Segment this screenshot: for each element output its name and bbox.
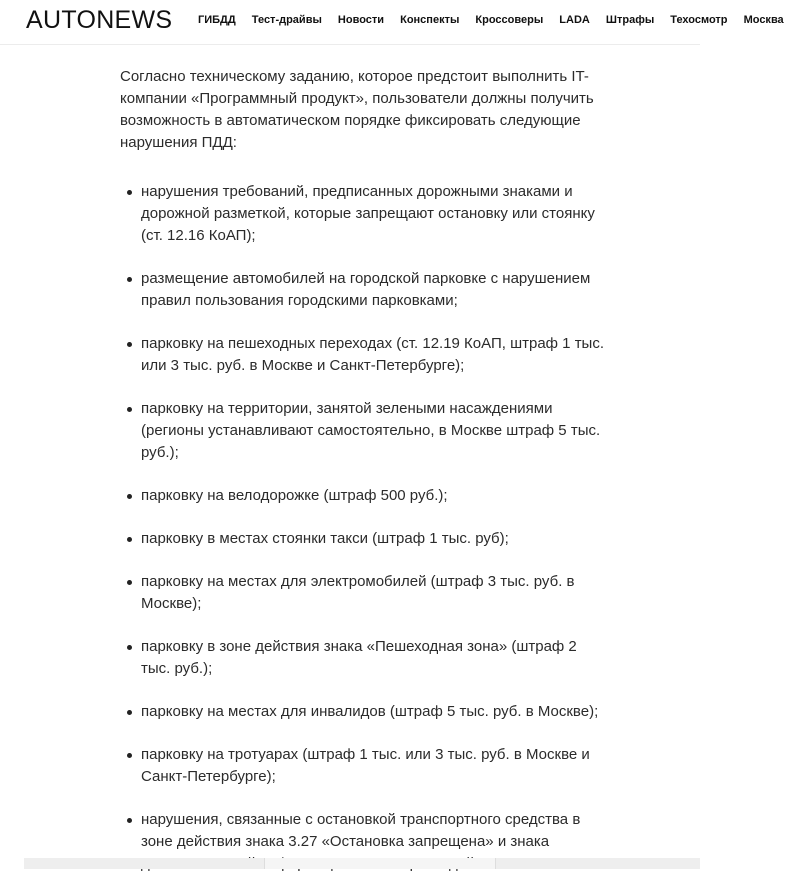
list-item: парковку в зоне действия знака «Пешеходная зона» (штраф 2 тыс. руб.); bbox=[120, 636, 610, 680]
nav-item-inspection[interactable]: Техосмотр bbox=[670, 14, 728, 26]
nav-item-news[interactable]: Новости bbox=[337, 14, 385, 26]
nav-item-crossovers[interactable]: Кроссоверы bbox=[475, 14, 544, 26]
bottom-strip-inner bbox=[264, 858, 496, 869]
article-body bbox=[120, 66, 610, 896]
nav-item-moscow[interactable]: Москва bbox=[743, 14, 784, 26]
list-item: парковку на местах для электромобилей (штраф 3 тыс. руб. в Москве); bbox=[120, 571, 610, 615]
nav-item-lada[interactable]: LADA bbox=[559, 14, 590, 26]
list-item: парковку на велодорожке (штраф 500 руб.); bbox=[120, 485, 610, 507]
nav-item-summaries[interactable]: Конспекты bbox=[400, 14, 460, 26]
nav-item-fines[interactable]: Штрафы bbox=[605, 14, 655, 26]
list-item: нарушения требований, предписанных дорожными знаками и дорожной разметкой, которые запрещают остановку или стоянку (ст. 12.16 КоАП); bbox=[120, 181, 610, 247]
violations-list bbox=[120, 181, 610, 875]
bottom-strip bbox=[24, 858, 700, 869]
list-item: парковку на местах для инвалидов (штраф 5 тыс. руб. в Москве); bbox=[120, 701, 610, 723]
list-item: парковку на тротуарах (штраф 1 тыс. или 3 тыс. руб. в Москве и Санкт-Петербурге); bbox=[120, 744, 610, 788]
site-header bbox=[0, 0, 784, 45]
list-item: нарушения, связанные с остановкой транспортного средства в зоне действия знака 3.27 «Остановка запрещена» и знака bbox=[120, 809, 610, 875]
list-item: парковку на территории, занятой зелеными насаждениями (регионы устанавливают самостоятельно, в Москве штраф 5 тыс. руб.); bbox=[120, 398, 610, 464]
site-logo[interactable]: AUTONEWS bbox=[26, 6, 173, 34]
nav-item-test-drives[interactable]: Тест-драйвы bbox=[251, 14, 322, 26]
main-nav bbox=[198, 14, 797, 26]
list-item: парковку в местах стоянки такси (штраф 1 тыс. руб); bbox=[120, 528, 610, 550]
list-item: парковку на пешеходных переходах (ст. 12.19 КоАП, штраф 1 тыс. или 3 тыс. руб. в Москве и Санкт-Петербурге); bbox=[120, 333, 610, 377]
nav-item-gibdd[interactable]: ГИБДД bbox=[198, 14, 236, 26]
article-intro: Согласно техническому заданию, которое предстоит выполнить IT-компании «Программный продукт», пользователи должны получить возможность в автоматическом порядке фиксировать следующие нарушения ПДД: bbox=[120, 68, 594, 151]
list-item: размещение автомобилей на городской парковке с нарушением правил пользования городскими парковками; bbox=[120, 268, 610, 312]
